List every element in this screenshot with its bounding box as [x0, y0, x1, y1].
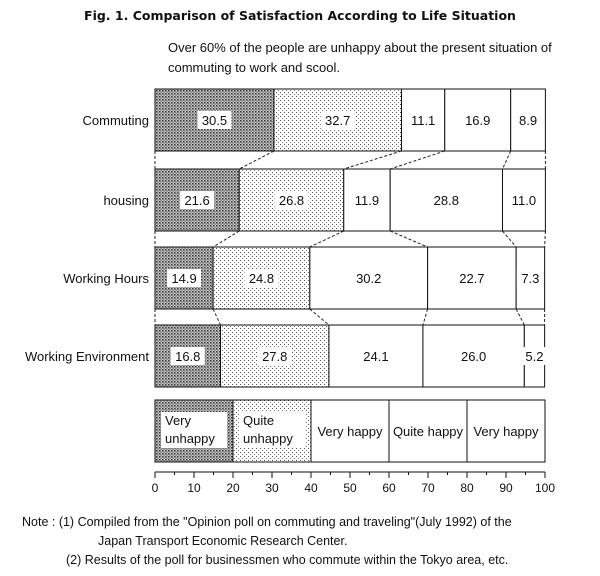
note-1-cont: Japan Transport Economic Research Center.	[98, 534, 348, 548]
connector-line	[213, 231, 239, 247]
connector-line	[310, 231, 344, 247]
value-label: 7.3	[521, 271, 540, 286]
value-label: 14.9	[171, 271, 197, 286]
value-label: 21.6	[184, 193, 210, 208]
x-tick-label: 80	[460, 481, 474, 495]
connector-line	[545, 231, 546, 247]
legend-label: Quite happy	[392, 424, 464, 439]
connector-line	[516, 309, 524, 325]
legend-label: Very	[165, 413, 192, 428]
legend-label: Quite	[243, 413, 275, 428]
value-label: 26.0	[460, 349, 487, 364]
value-label: 32.7	[325, 113, 351, 128]
category-label: Working Hours	[63, 271, 149, 286]
x-tick-label: 40	[304, 481, 318, 495]
connector-line	[213, 309, 220, 325]
connector-line	[390, 151, 445, 169]
x-tick-label: 100	[534, 481, 556, 495]
connector-line	[502, 151, 510, 169]
chart-title: Fig. 1. Comparison of Satisfaction According to Life Situation	[84, 8, 516, 23]
category-label: housing	[103, 193, 149, 208]
value-label: 28.8	[433, 193, 459, 208]
value-label: 16.9	[465, 113, 491, 128]
note-1: Note : (1) Compiled from the "Opinion poll on commuting and traveling"(July 1992) of the	[22, 515, 512, 529]
value-label: 16.8	[175, 349, 201, 364]
value-label: 11.1	[410, 113, 436, 128]
x-tick-label: 0	[151, 481, 159, 495]
connector-line	[310, 309, 329, 325]
legend-label: unhappy	[243, 431, 293, 446]
category-label: Working Environment	[24, 349, 149, 364]
value-label: 8.9	[518, 113, 538, 128]
value-label: 24.8	[248, 271, 275, 286]
x-tick-label: 10	[187, 481, 201, 495]
connector-line	[344, 151, 402, 169]
value-label: 26.8	[278, 193, 305, 208]
value-label: 27.8	[262, 349, 288, 364]
connector-line	[239, 151, 274, 169]
x-tick-label: 20	[226, 481, 240, 495]
legend-label: Very happy	[317, 424, 383, 439]
x-tick-label: 70	[421, 481, 435, 495]
connector-line	[502, 231, 516, 247]
connector-line	[390, 231, 427, 247]
x-tick-label: 30	[265, 481, 279, 495]
connector-line	[423, 309, 428, 325]
legend-label: unhappy	[165, 431, 215, 446]
value-label: 24.1	[363, 349, 389, 364]
x-tick-label: 90	[499, 481, 513, 495]
legend-label: Very happy	[473, 424, 539, 439]
category-label: Commuting	[82, 113, 149, 128]
value-label: 5.2	[525, 349, 544, 364]
chart-subtitle: Over 60% of the people are unhappy about the present situation of commuting to work and scool.	[168, 40, 552, 75]
value-label: 30.2	[356, 271, 382, 286]
value-label: 30.5	[201, 113, 228, 128]
x-tick-label: 50	[343, 481, 357, 495]
note-2: (2) Results of the poll for businessmen who commute within the Tokyo area, etc.	[66, 553, 509, 567]
value-label: 11.0	[511, 193, 537, 208]
x-tick-label: 60	[382, 481, 396, 495]
value-label: 22.7	[459, 271, 485, 286]
value-label: 11.9	[354, 193, 380, 208]
